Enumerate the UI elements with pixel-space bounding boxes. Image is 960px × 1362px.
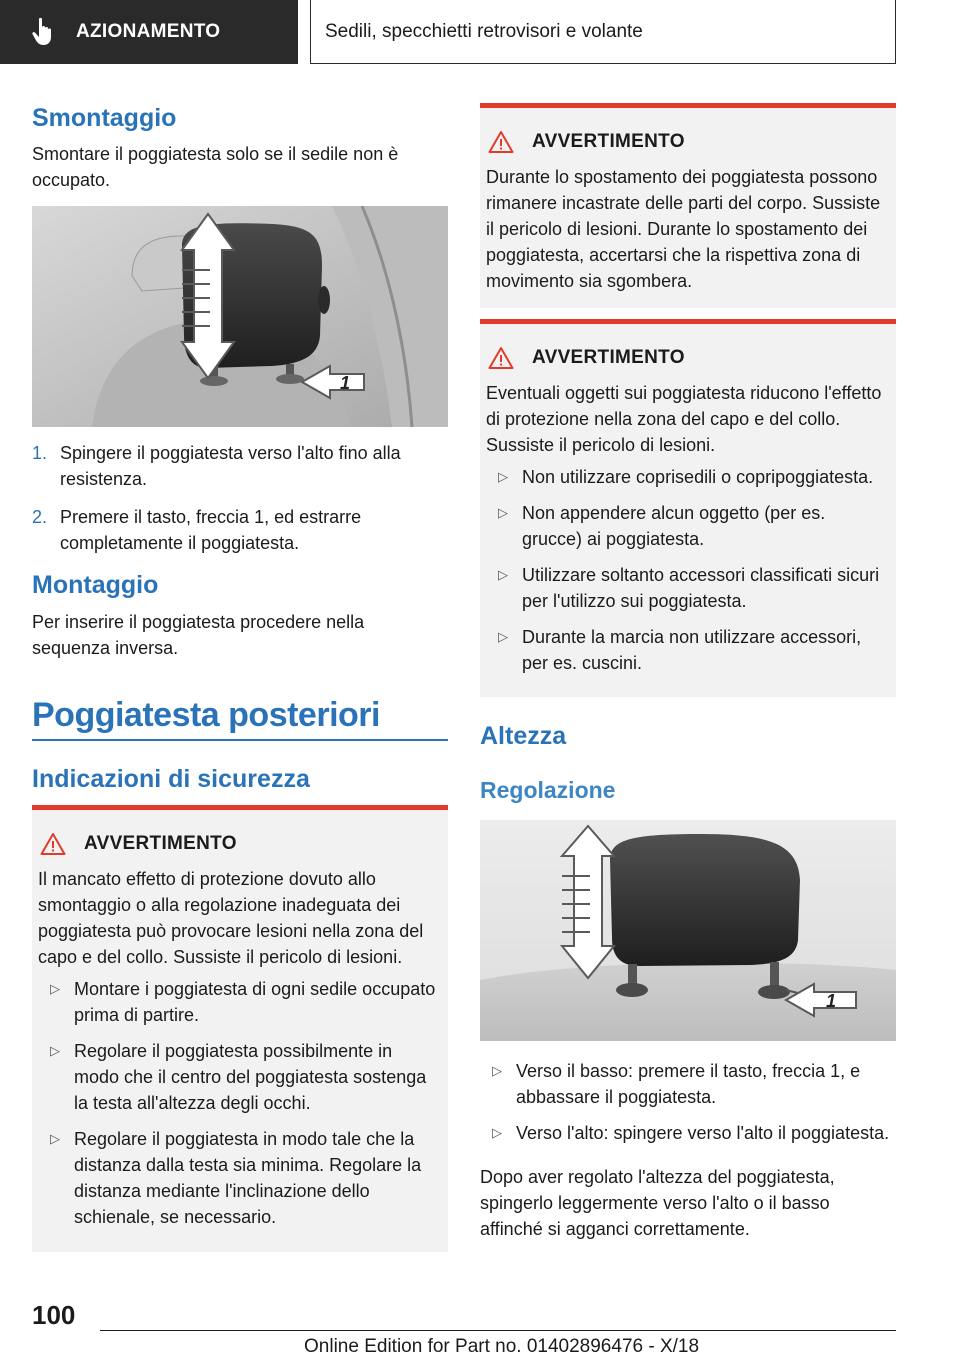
warning-triangle-icon [40, 832, 66, 856]
bullet-triangle-icon: ▷ [498, 629, 508, 644]
warning-box-safety [32, 805, 448, 1252]
heading-indicazioni-sicurezza: Indicazioni di sicurezza [32, 765, 310, 793]
bullet-text: Durante la marcia non utilizzare accessori, per es. cuscini. [522, 627, 862, 673]
removal-steps-list [32, 440, 448, 568]
montaggio-text: Per inserire il poggiatesta procedere nella sequenza inversa. [32, 612, 365, 658]
list-item [32, 504, 448, 556]
warning-box-objects [480, 319, 896, 697]
header-chapter-title [310, 0, 896, 64]
bullet-text: Regolare il poggiatesta possibilmente in modo che il centro del poggiatesta sostenga la testa all'altezza degli occhi. [74, 1041, 427, 1113]
warning-body: Durante lo spostamento dei poggiatesta possono rimanere incastrate delle parti del corpo. Sussiste il pericolo di lesioni. Durante lo spostamento dei poggiatesta, accertarsi che la rispettiva zona di movimento sia sgombera. [486, 167, 881, 291]
heading-regolazione: Regolazione [480, 777, 616, 803]
closing-text: Dopo aver regolato l'altezza del poggiatesta, spingerlo leggermente verso l'alto o il basso affinché si agganci correttamente. [480, 1167, 835, 1239]
height-adjust-list [474, 1052, 896, 1156]
warning-title: AVVERTIMENTO [84, 833, 237, 854]
bullet-text: Montare i poggiatesta di ogni sedile occupato prima di partire. [74, 979, 436, 1025]
heading-poggiatesta-posteriori: Poggiatesta posteriori [32, 696, 380, 734]
step-text: Spingere il poggiatesta verso l'alto fino alla resistenza. [60, 443, 401, 489]
warning-body: Eventuali oggetti sui poggiatesta riducono l'effetto di protezione nella zona del capo e del collo. Sussiste il pericolo di lesioni. [486, 383, 882, 455]
warning-box-movement [480, 103, 896, 308]
bullet-triangle-icon: ▷ [498, 469, 508, 484]
front-headrest-illustration [32, 206, 448, 427]
figure-rear-headrest-height [480, 820, 896, 1041]
footer-edition-text: Online Edition for Part no. 01402896476 - X/18 [304, 1336, 700, 1357]
smontaggio-text: Smontare il poggiatesta solo se il sedile non è occupato. [32, 144, 399, 190]
heading-smontaggio: Smontaggio [32, 104, 177, 132]
bullet-text: Verso l'alto: spingere verso l'alto il poggiatesta. [516, 1123, 890, 1143]
warning-bullet-list [32, 970, 448, 1230]
step-number: 1. [32, 443, 48, 463]
list-item [486, 500, 890, 552]
warning-triangle-icon [488, 346, 514, 370]
list-item [38, 1126, 442, 1230]
list-item [38, 976, 442, 1028]
figure2-callout: 1 [826, 991, 837, 1011]
bullet-text: Utilizzare soltanto accessori classificati sicuri per l'utilizzo sui poggiatesta. [522, 565, 880, 611]
bullet-triangle-icon: ▷ [498, 505, 508, 520]
heading-altezza: Altezza [480, 722, 567, 750]
warning-title: AVVERTIMENTO [532, 131, 685, 152]
warning-title: AVVERTIMENTO [532, 347, 685, 368]
warning-bullet-list [480, 458, 896, 676]
list-item [480, 1120, 890, 1146]
list-item [486, 624, 890, 676]
h1-divider [32, 739, 448, 741]
header-chapter-label: Sedili, specchietti retrovisori e volante [325, 20, 643, 42]
warning-body: Il mancato effetto di protezione dovuto allo smontaggio o alla regolazione inadeguata dei poggiatesta può provocare lesioni nella zona del capo e del collo. Sussiste il pericolo di lesioni. [38, 869, 424, 967]
figure-front-headrest-removal [32, 206, 448, 427]
bullet-triangle-icon: ▷ [50, 1131, 60, 1146]
bullet-triangle-icon: ▷ [492, 1063, 502, 1078]
bullet-text: Non appendere alcun oggetto (per es. grucce) ai poggiatesta. [522, 503, 826, 549]
page-number: 100 [32, 1300, 76, 1330]
list-item [486, 464, 890, 490]
list-item [480, 1058, 890, 1110]
bullet-triangle-icon: ▷ [498, 567, 508, 582]
list-item [486, 562, 890, 614]
bullet-triangle-icon: ▷ [50, 1043, 60, 1058]
list-item [38, 1038, 442, 1116]
warning-triangle-icon [488, 130, 514, 154]
rear-headrest-illustration [480, 820, 896, 1041]
step-number: 2. [32, 507, 48, 527]
bullet-text: Regolare il poggiatesta in modo tale che la distanza dalla testa sia minima. Regolare la distanza mediante l'inclinazione dello schienale, se necessario. [74, 1129, 422, 1227]
bullet-triangle-icon: ▷ [50, 981, 60, 996]
header-section-tab[interactable] [0, 0, 298, 64]
bullet-text: Verso il basso: premere il tasto, freccia 1, e abbassare il poggiatesta. [516, 1061, 861, 1107]
figure1-callout: 1 [340, 373, 351, 393]
hand-pointer-icon [30, 17, 56, 47]
bullet-text: Non utilizzare coprisedili o copripoggiatesta. [522, 467, 874, 487]
footer-divider [100, 1330, 896, 1331]
step-text: Premere il tasto, freccia 1, ed estrarre completamente il poggiatesta. [60, 507, 362, 553]
heading-montaggio: Montaggio [32, 571, 159, 599]
header-section-label: AZIONAMENTO [76, 21, 221, 42]
bullet-triangle-icon: ▷ [492, 1125, 502, 1140]
list-item [32, 440, 448, 492]
